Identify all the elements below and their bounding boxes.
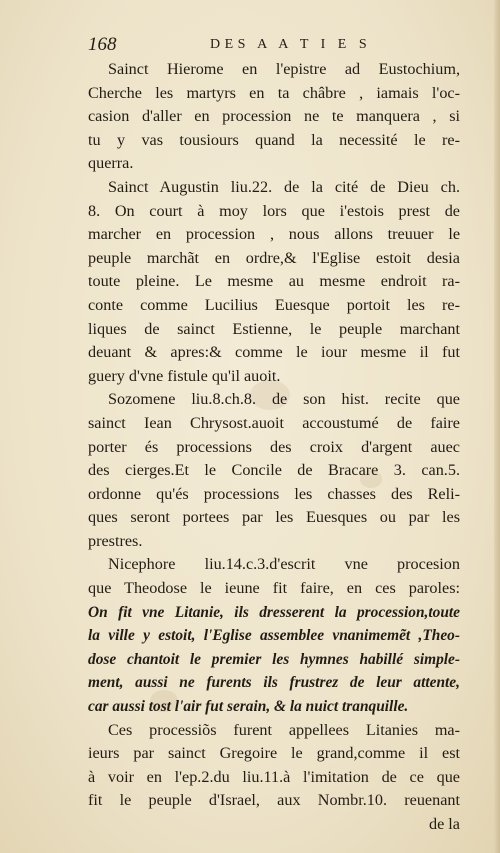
text-line: que Theodose le ieune fit faire, en ces paroles:: [88, 579, 460, 598]
text-line: Sozomene liu.8.ch.8. de son hist. recite que: [108, 390, 460, 409]
text-line: sainct Iean Chrysost.auoit accoustumé de faire: [88, 413, 460, 432]
text-line: Nicephore liu.14.c.3.d'escrit vne procesion: [108, 555, 460, 574]
text-line: Sainct Hierome en l'epistre ad Eustochium,: [108, 60, 460, 78]
text-line: ordonne qu'és processions les chasses des Reli-: [88, 484, 460, 503]
text-line: tu y vas tousiours quand la necessité le re-: [88, 130, 460, 149]
text-line: dose chantoit le premier les hymnes habillé simple-: [88, 650, 460, 668]
text-line: ques seront portees par les Euesques ou par les: [88, 508, 460, 527]
text-line: toute pleine. Le mesme au mesme endroit ra-: [88, 272, 460, 291]
text-line: porter és processions des croix d'argent auec: [88, 437, 460, 456]
text-line: ieurs par sainct Gregoire le grand,comme il est: [88, 744, 460, 763]
text-line: la ville y estoit, l'Eglise assemblee vnanimemẽt ,Theo-: [88, 627, 460, 645]
text-line: à voir en l'ep.2.du liu.11.à l'imitation de ce que: [88, 767, 460, 786]
text-line: Sainct Augustin liu.22. de la cité de Dieu ch.: [108, 177, 460, 196]
text-line: On fit vne Litanie, ils dresserent la procession,toute: [88, 603, 460, 621]
text-line: marcher en procession , nous allons treuuer le: [88, 225, 460, 244]
body-text: [88, 58, 460, 837]
text-line: prestres.: [88, 531, 143, 550]
text-line: casion d'aller en procession ne te manquera , si: [88, 107, 460, 126]
text-line: Ces processiõs furent appellees Litanies ma-: [108, 720, 460, 739]
text-line: fit le peuple d'Israel, aux Nombr.10. reuenant: [88, 791, 460, 810]
text-line: Cherche les martyrs en ta châbre , iamais l'oc-: [88, 83, 460, 102]
page-header: [88, 34, 468, 60]
text-line: querra.: [88, 154, 134, 173]
text-line: ment, aussi ne furents ils frustrez de leur attente,: [88, 674, 460, 692]
page-edge: [494, 0, 500, 853]
text-line: car aussi tost l'air fut serain, & la nuict tranquille.: [88, 698, 409, 716]
running-head: DES A A T I E S: [210, 37, 372, 52]
text-line: guery d'vne fistule qu'il auoit.: [88, 366, 281, 385]
text-line: conte comme Lucilius Euesque portoit les re-: [88, 295, 460, 314]
text-line: deuant & apres:& comme le iour mesme il fut: [88, 343, 460, 362]
page-number: 168: [88, 34, 117, 55]
text-line: liques de sainct Estienne, le peuple marchant: [88, 319, 460, 338]
text-line: 8. On court à moy lors que i'estois prest de: [88, 201, 460, 220]
text-line: des cierges.Et le Concile de Bracare 3. can.5.: [88, 461, 460, 480]
text-line: de la: [428, 815, 460, 833]
text-line: peuple marchãt en ordre,& l'Eglise estoit desia: [88, 248, 460, 267]
